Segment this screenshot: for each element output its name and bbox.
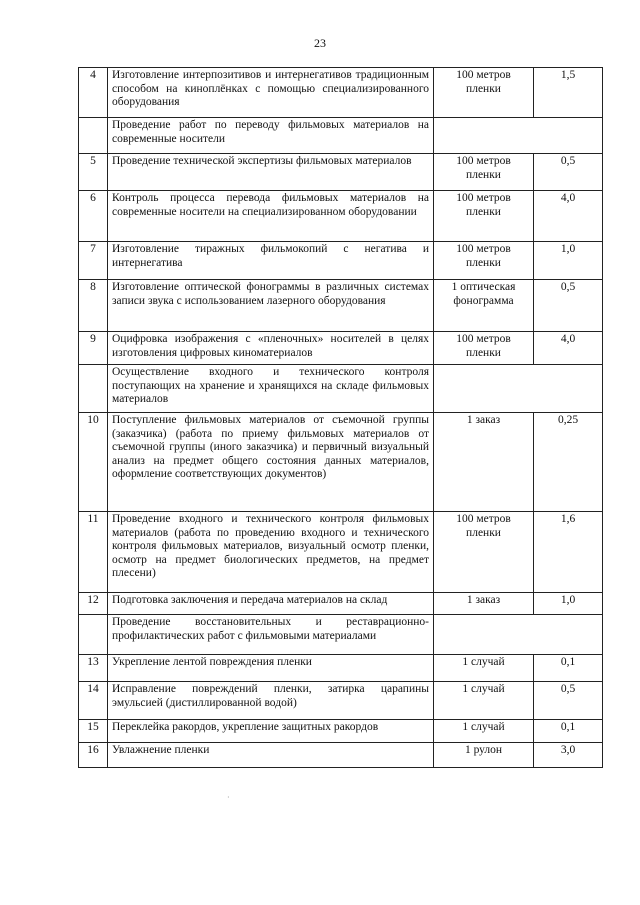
row-number: 10 [79,413,108,512]
row-description: Изготовление интерпозитивов и интернегативов традиционным способом на киноплёнках с помощью специализированного оборудования [108,68,434,118]
table-row [79,655,603,682]
row-description: Увлажнение пленки [108,743,434,768]
row-description: Контроль процесса перевода фильмовых материалов на современные носители на специализированном оборудовании [108,191,434,242]
row-value: 3,0 [534,743,603,768]
table-row [79,154,603,191]
row-number: 16 [79,743,108,768]
row-number: 13 [79,655,108,682]
row-unit: 100 метров пленки [434,68,534,118]
table-row [79,242,603,280]
row-description: Переклейка ракордов, укрепление защитных ракордов [108,720,434,743]
row-number: 11 [79,512,108,593]
row-description: Оцифровка изображения с «пленочных» носителей в целях изготовления цифровых киноматериалов [108,332,434,365]
row-unit: 1 оптическая фонограмма [434,280,534,332]
row-number: 6 [79,191,108,242]
row-unit: 1 заказ [434,413,534,512]
row-number [79,365,108,413]
row-number: 8 [79,280,108,332]
row-description: Укрепление лентой повреждения пленки [108,655,434,682]
row-number: 14 [79,682,108,720]
row-unit: 100 метров пленки [434,191,534,242]
row-number: 12 [79,593,108,615]
row-value: 0,1 [534,720,603,743]
section-heading: Проведение восстановительных и реставрационно-профилактических работ с фильмовыми материалами [108,615,434,655]
row-value: 4,0 [534,332,603,365]
row-number: 5 [79,154,108,191]
row-value: 0,5 [534,280,603,332]
row-empty-cell [434,365,603,413]
section-heading: Осуществление входного и технического контроля поступающих на хранение и хранящихся на складе фильмовых материалов [108,365,434,413]
row-unit: 100 метров пленки [434,242,534,280]
table-row [79,413,603,512]
row-unit: 1 случай [434,720,534,743]
row-value: 0,5 [534,682,603,720]
section-heading: Проведение работ по переводу фильмовых материалов на современные носители [108,118,434,154]
table-row [79,332,603,365]
row-number: 4 [79,68,108,118]
row-value: 1,6 [534,512,603,593]
row-number [79,615,108,655]
section-row [79,365,603,413]
row-value: 0,1 [534,655,603,682]
row-value: 1,5 [534,68,603,118]
table-row [79,191,603,242]
table-row [79,743,603,768]
table-row [79,682,603,720]
table-row [79,512,603,593]
row-description: Исправление повреждений пленки, затирка царапины эмульсией (дистиллированной водой) [108,682,434,720]
row-unit: 1 заказ [434,593,534,615]
row-empty-cell [434,118,603,154]
row-description: Изготовление тиражных фильмокопий с негатива и интернегатива [108,242,434,280]
norms-table [78,67,603,768]
row-value: 1,0 [534,593,603,615]
table-row [79,68,603,118]
row-description: Проведение входного и технического контроля фильмовых материалов (работа по проведению входного и технического контроля фильмовых материалов, визуальный осмотр пленки, осмотр на предмет биологических предметов, на предмет плесени) [108,512,434,593]
page-number: 23 [314,36,326,50]
stray-mark: · [227,793,230,802]
row-value: 0,5 [534,154,603,191]
row-number [79,118,108,154]
row-unit: 1 случай [434,655,534,682]
table-row [79,280,603,332]
row-unit: 1 случай [434,682,534,720]
row-value: 1,0 [534,242,603,280]
table-row [79,720,603,743]
row-unit: 1 рулон [434,743,534,768]
row-unit: 100 метров пленки [434,332,534,365]
row-number: 9 [79,332,108,365]
row-number: 15 [79,720,108,743]
row-description: Поступление фильмовых материалов от съемочной группы (заказчика) (работа по приему фильмовых материалов от съемочной группы (иного заказчика) и первичный визуальный анализ на предмет общего состояния данных материалов, оформление соответствующих документов) [108,413,434,512]
table-row [79,593,603,615]
row-value: 4,0 [534,191,603,242]
section-row [79,118,603,154]
row-unit: 100 метров пленки [434,512,534,593]
row-number: 7 [79,242,108,280]
row-empty-cell [434,615,603,655]
row-description: Подготовка заключения и передача материалов на склад [108,593,434,615]
section-row [79,615,603,655]
row-description: Изготовление оптической фонограммы в различных системах записи звука с использованием лазерного оборудования [108,280,434,332]
row-description: Проведение технической экспертизы фильмовых материалов [108,154,434,191]
row-value: 0,25 [534,413,603,512]
row-unit: 100 метров пленки [434,154,534,191]
